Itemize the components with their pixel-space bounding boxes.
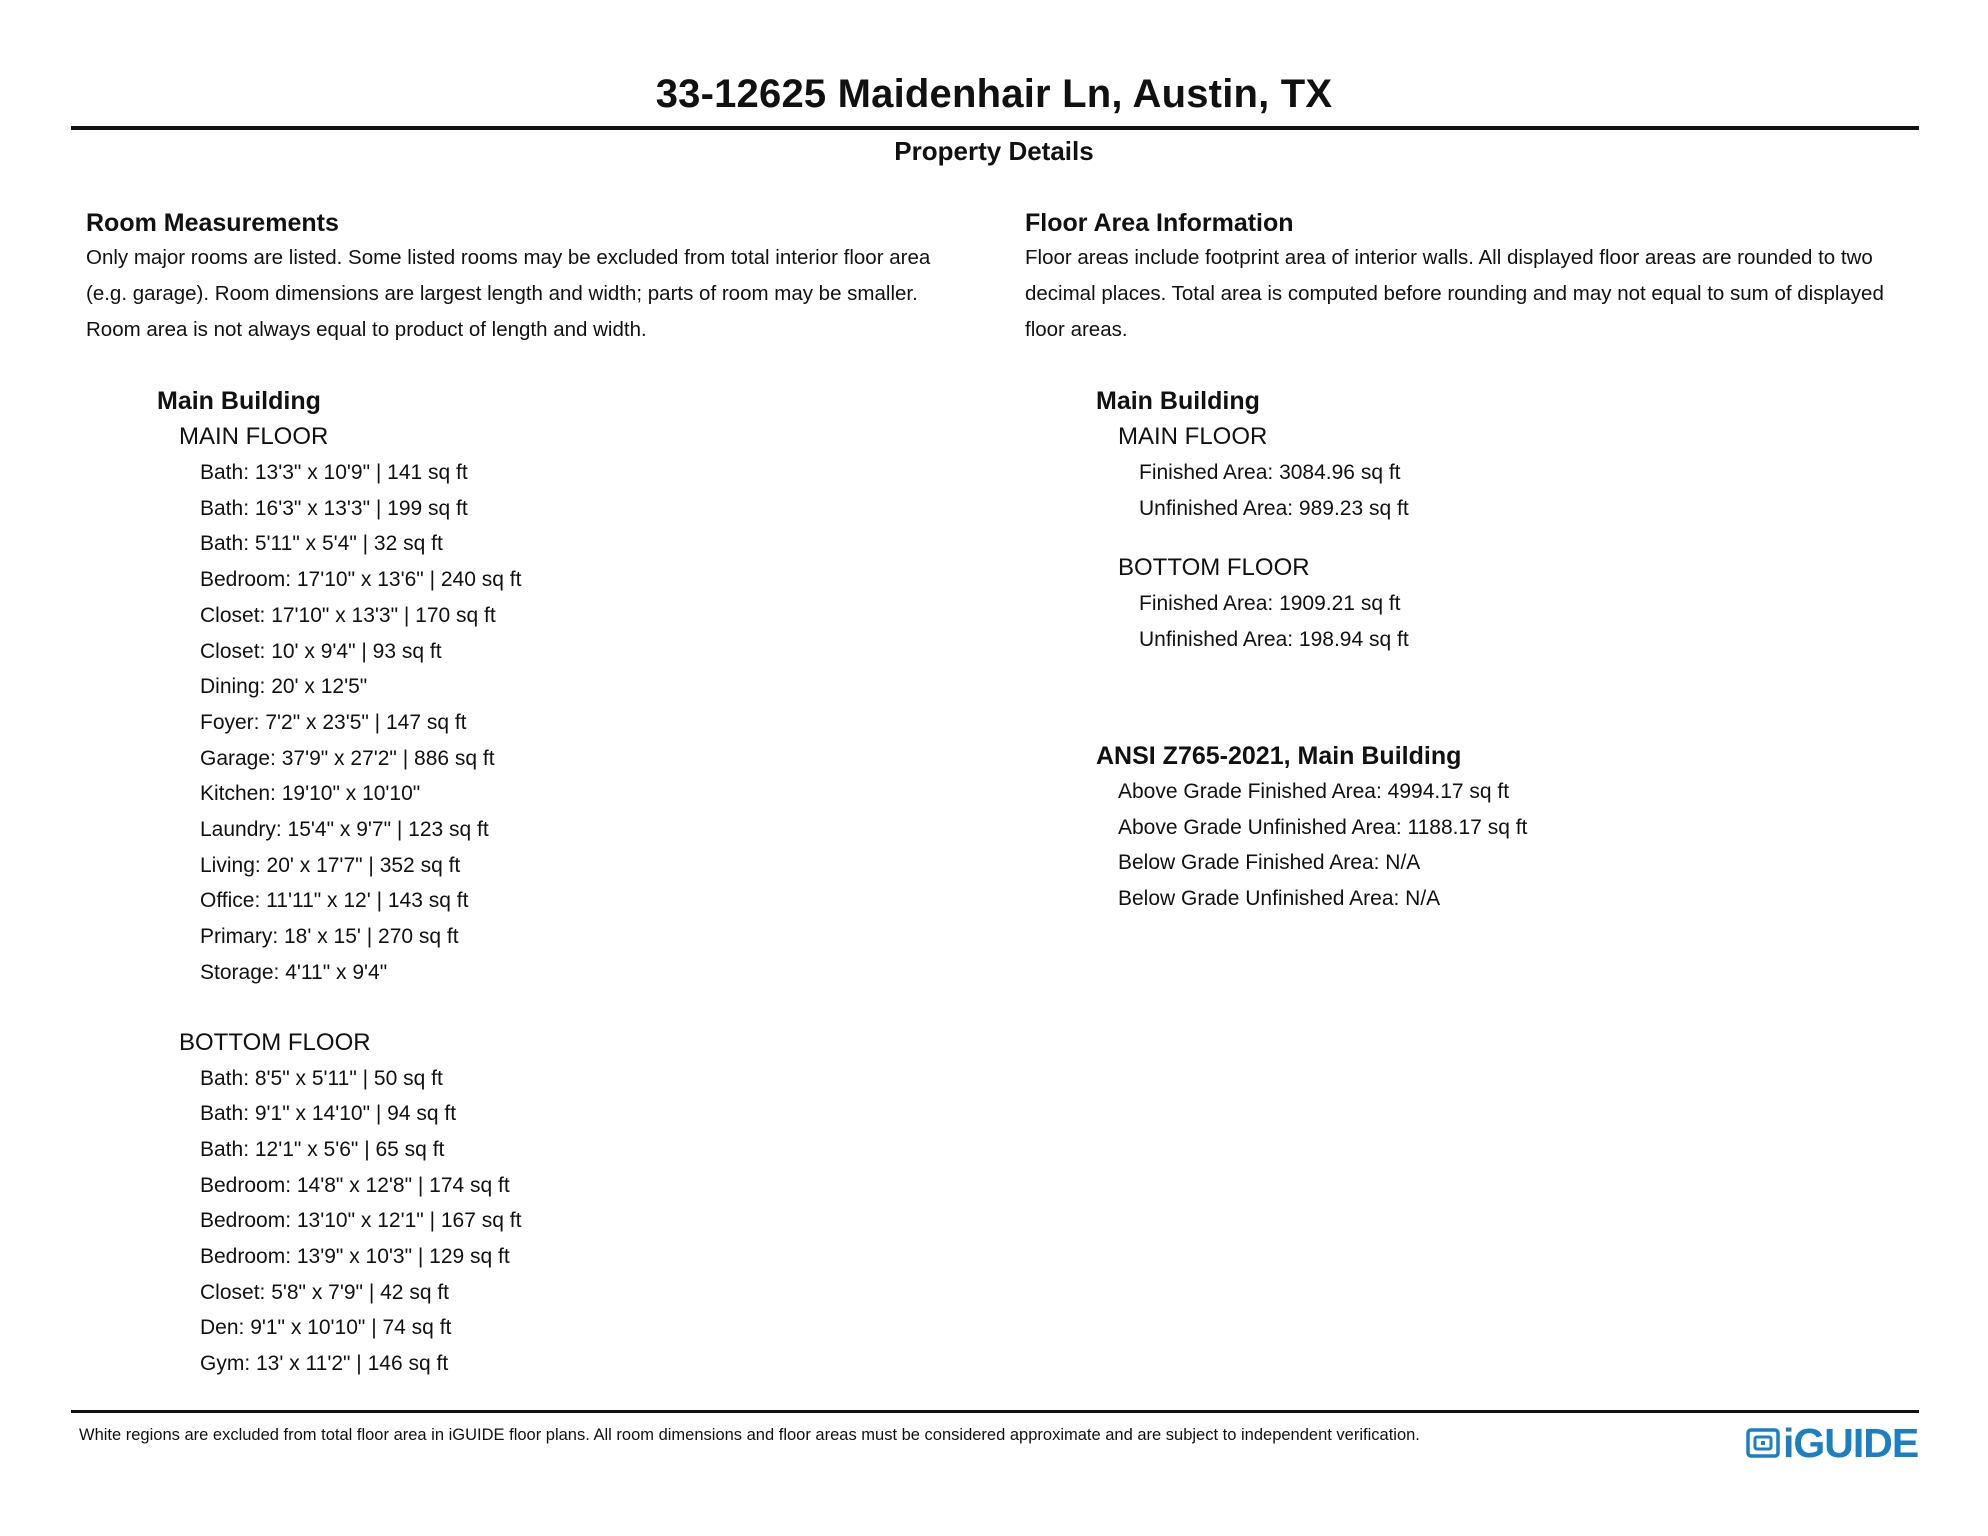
floor-area-section	[1025, 206, 1925, 348]
room-item: Living: 20' x 17'7" | 352 sq ft	[200, 853, 461, 877]
finished-area: Finished Area: 3084.96 sq ft	[1139, 461, 1401, 484]
room-item: Gym: 13' x 11'2" | 146 sq ft	[200, 1352, 449, 1376]
floor-title-bottom: BOTTOM FLOOR	[1118, 554, 1310, 582]
room-item: Garage: 37'9" x 27'2" | 886 sq ft	[200, 746, 495, 770]
room-measurements-intro-line: Only major rooms are listed. Some listed rooms may be excluded from total interior floor area	[86, 246, 931, 269]
room-item: Closet: 17'10" x 13'3" | 170 sq ft	[200, 603, 496, 627]
room-measurements-intro-line: Room area is not always equal to product of length and width.	[86, 318, 647, 341]
room-item: Kitchen: 19'10" x 10'10"	[200, 782, 421, 806]
room-item: Bedroom: 13'9" x 10'3" | 129 sq ft	[200, 1245, 510, 1269]
floor-title-main: MAIN FLOOR	[179, 423, 329, 450]
room-measurements-heading: Room Measurements	[86, 209, 339, 237]
room-item: Closet: 10' x 9'4" | 93 sq ft	[200, 639, 442, 663]
unfinished-area: Unfinished Area: 989.23 sq ft	[1139, 496, 1409, 520]
room-item: Bath: 8'5" x 5'11" | 50 sq ft	[200, 1066, 443, 1090]
ansi-line: Above Grade Finished Area: 4994.17 sq ft	[1118, 780, 1510, 803]
room-item: Bedroom: 13'10" x 12'1" | 167 sq ft	[200, 1209, 522, 1233]
ansi-section	[1096, 738, 1896, 917]
ansi-line: Below Grade Unfinished Area: N/A	[1118, 887, 1441, 911]
room-item: Bath: 13'3" x 10'9" | 141 sq ft	[200, 461, 468, 484]
room-item: Bath: 12'1" x 5'6" | 65 sq ft	[200, 1137, 445, 1161]
ansi-line: Below Grade Finished Area: N/A	[1118, 851, 1421, 875]
room-item: Bedroom: 17'10" x 13'6" | 240 sq ft	[200, 568, 522, 592]
room-item: Office: 11'11" x 12' | 143 sq ft	[200, 889, 469, 913]
room-item: Laundry: 15'4" x 9'7" | 123 sq ft	[200, 818, 489, 842]
floor-area-main-building	[1096, 383, 1896, 658]
room-item: Foyer: 7'2" x 23'5" | 147 sq ft	[200, 710, 467, 734]
room-measurements-intro-line: (e.g. garage). Room dimensions are largest length and width; parts of room may be smaller.	[86, 282, 918, 305]
ansi-line: Above Grade Unfinished Area: 1188.17 sq ft	[1118, 815, 1528, 839]
page-title: 33-12625 Maidenhair Ln, Austin, TX	[655, 72, 1333, 116]
room-item: Bedroom: 14'8" x 12'8" | 174 sq ft	[200, 1173, 510, 1197]
ansi-title: ANSI Z765-2021, Main Building	[1096, 742, 1462, 770]
room-item: Bath: 9'1" x 14'10" | 94 sq ft	[200, 1102, 457, 1126]
room-measurements-section	[86, 206, 986, 348]
room-item: Bath: 5'11" x 5'4" | 32 sq ft	[200, 532, 443, 556]
room-item: Storage: 4'11" x 9'4"	[200, 960, 388, 984]
header-divider	[71, 126, 1919, 130]
room-item: Dining: 20' x 12'5"	[200, 675, 368, 699]
iguide-logo	[1746, 1421, 1918, 1465]
floor-title-main: MAIN FLOOR	[1118, 423, 1268, 450]
footer-disclaimer: White regions are excluded from total floor area in iGUIDE floor plans. All room dimensions and floor areas must be considered approximate and are subject to independent verification.	[79, 1426, 1420, 1444]
iguide-logo-text: iGUIDE	[1783, 1419, 1919, 1466]
iguide-logo-icon	[1746, 1426, 1780, 1460]
finished-area: Finished Area: 1909.21 sq ft	[1139, 592, 1401, 616]
room-list-main-building	[157, 383, 917, 1382]
page-subtitle: Property Details	[894, 136, 1094, 166]
building-title: Main Building	[157, 387, 321, 415]
building-title: Main Building	[1096, 387, 1260, 415]
floor-area-heading: Floor Area Information	[1025, 209, 1294, 237]
footer-divider	[71, 1410, 1919, 1413]
room-item: Closet: 5'8" x 7'9" | 42 sq ft	[200, 1280, 450, 1304]
room-item: Primary: 18' x 15' | 270 sq ft	[200, 925, 459, 949]
floor-title-bottom: BOTTOM FLOOR	[179, 1028, 371, 1056]
room-item: Bath: 16'3" x 13'3" | 199 sq ft	[200, 496, 468, 520]
unfinished-area: Unfinished Area: 198.94 sq ft	[1139, 628, 1409, 652]
floor-area-intro-line: floor areas.	[1025, 318, 1128, 341]
floor-area-intro-line: decimal places. Total area is computed before rounding and may not equal to sum of displayed	[1025, 282, 1884, 305]
room-item: Den: 9'1" x 10'10" | 74 sq ft	[200, 1316, 452, 1340]
floor-area-intro-line: Floor areas include footprint area of interior walls. All displayed floor areas are rounded to two	[1025, 246, 1873, 269]
